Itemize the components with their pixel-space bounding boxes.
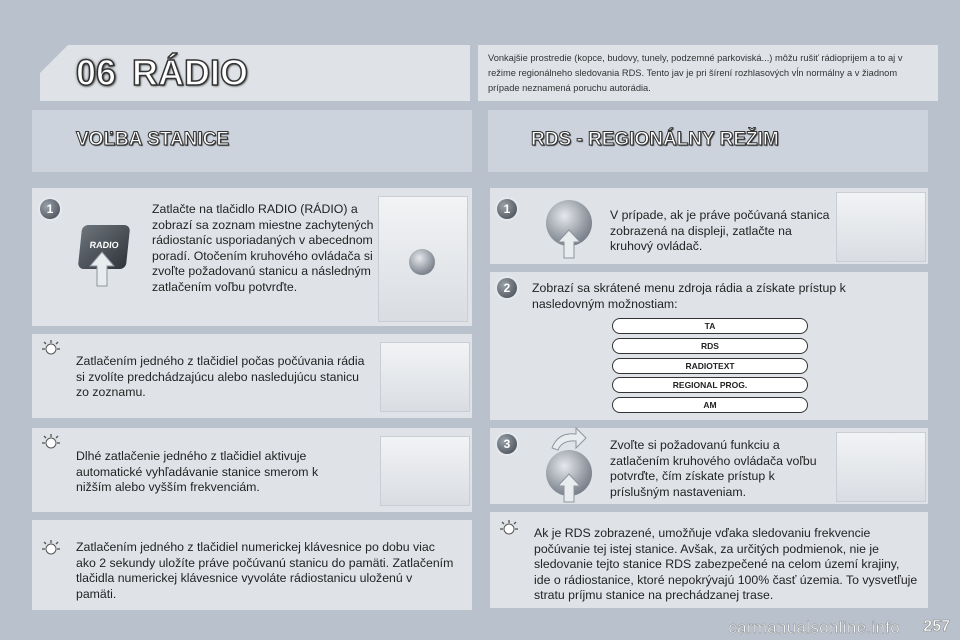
menu-item-regional-prog[interactable]: REGIONAL PROG. <box>612 377 808 393</box>
tip-bulb-icon <box>42 340 60 358</box>
step-badge: 2 <box>497 278 517 298</box>
tip-bulb-icon <box>500 520 518 538</box>
menu-item-radiotext[interactable]: RADIOTEXT <box>612 358 808 374</box>
radio-button-label: RADIO <box>89 240 120 250</box>
radio-unit-image <box>380 436 470 506</box>
right-tip-text: Ak je RDS zobrazené, umožňuje vďaka sledovaniu frekvencie počúvanie tej istej stanice. Avšak, za určitých podmienok, nie je sledovanie tejto stanice RDS zabezpečené na celom území krajiny, ide o rádiostanice, ktoré nepokrývajú 100% časť územia. To vysvetľuje stratu príjmu stanice na prechádzanej trase. <box>534 526 918 602</box>
step-badge: 1 <box>497 199 517 219</box>
menu-item-am[interactable]: AM <box>612 397 808 413</box>
right-section-title: RDS - REGIONÁLNY REŽIM <box>531 129 779 150</box>
radio-unit-image <box>378 196 468 322</box>
step-badge: 3 <box>497 434 517 454</box>
rotate-arrow-icon <box>548 426 588 452</box>
left-step1-text: Zatlačte na tlačidlo RADIO (RÁDIO) a zobrazí sa zoznam miestne zachytených rádiostaníc usporiadaných v abecednom poradí. Otočením kruhového ovládača si zvoľte požadovanú stanicu a následným zatlačením voľbu potvrďte. <box>152 202 374 294</box>
press-arrow-icon <box>556 228 582 260</box>
right-step2-text: Zobrazí sa skrátené menu zdroja rádia a získate prístup k nasledovným možnostiam: <box>532 281 846 311</box>
menu-item-rds[interactable]: RDS <box>612 338 808 354</box>
press-arrow-icon <box>88 250 116 288</box>
watermark: carmanualsonline.info <box>728 618 900 637</box>
left-tip1-text: Zatlačením jedného z tlačidiel počas počúvania rádia si zvolíte predchádzajúcu alebo nasledujúcu stanicu zo zoznamu. <box>76 354 365 399</box>
menu-item-ta[interactable]: TA <box>612 318 808 334</box>
radio-unit-image <box>380 342 470 412</box>
left-tip3-text: Zatlačením jedného z tlačidiel numerickej klávesnice po dobu viac ako 2 sekundy uložíte práve počúvanú stanicu do pamäti. Zatlačením tlačidla numerickej klávesnice vyvoláte rádiostanicu uloženú v pamäti. <box>76 540 454 601</box>
radio-unit-image <box>836 432 926 502</box>
left-tip2-text: Dlhé zatlačenie jedného z tlačidiel aktivuje automatické vyhľadávanie stanice smerom k nižším alebo vyšším frekvenciám. <box>76 449 319 494</box>
left-section-title: VOĽBA STANICE <box>76 129 230 150</box>
right-step3-text: Zvoľte si požadovanú funkciu a zatlačením kruhového ovládača voľbu potvrďte, čím získate prístup k príslušným nastaveniam. <box>610 438 817 499</box>
dial-knob-icon <box>409 249 435 275</box>
right-step1-text: V prípade, ak je práve počúvaná stanica zobrazená na displeji, zatlačte na kruhový ovládač. <box>610 208 830 253</box>
interference-note: Vonkajšie prostredie (kopce, budovy, tunely, podzemné parkoviská...) môžu rušiť rádioprijem a to aj v režime regionálneho sledovania RDS. Tento jav je pri šírení rozhlasových vĺn normálny a v žiadnom prípade neznamená poruchu autorádia. <box>478 45 938 101</box>
step-badge: 1 <box>40 199 60 219</box>
page-number: 257 <box>923 618 950 635</box>
chapter-number: 06 <box>76 52 117 93</box>
chapter-title: RÁDIO <box>132 52 248 93</box>
tip-bulb-icon <box>42 540 60 558</box>
radio-unit-image <box>836 192 926 262</box>
tip-bulb-icon <box>42 434 60 452</box>
press-arrow-icon <box>556 472 582 504</box>
